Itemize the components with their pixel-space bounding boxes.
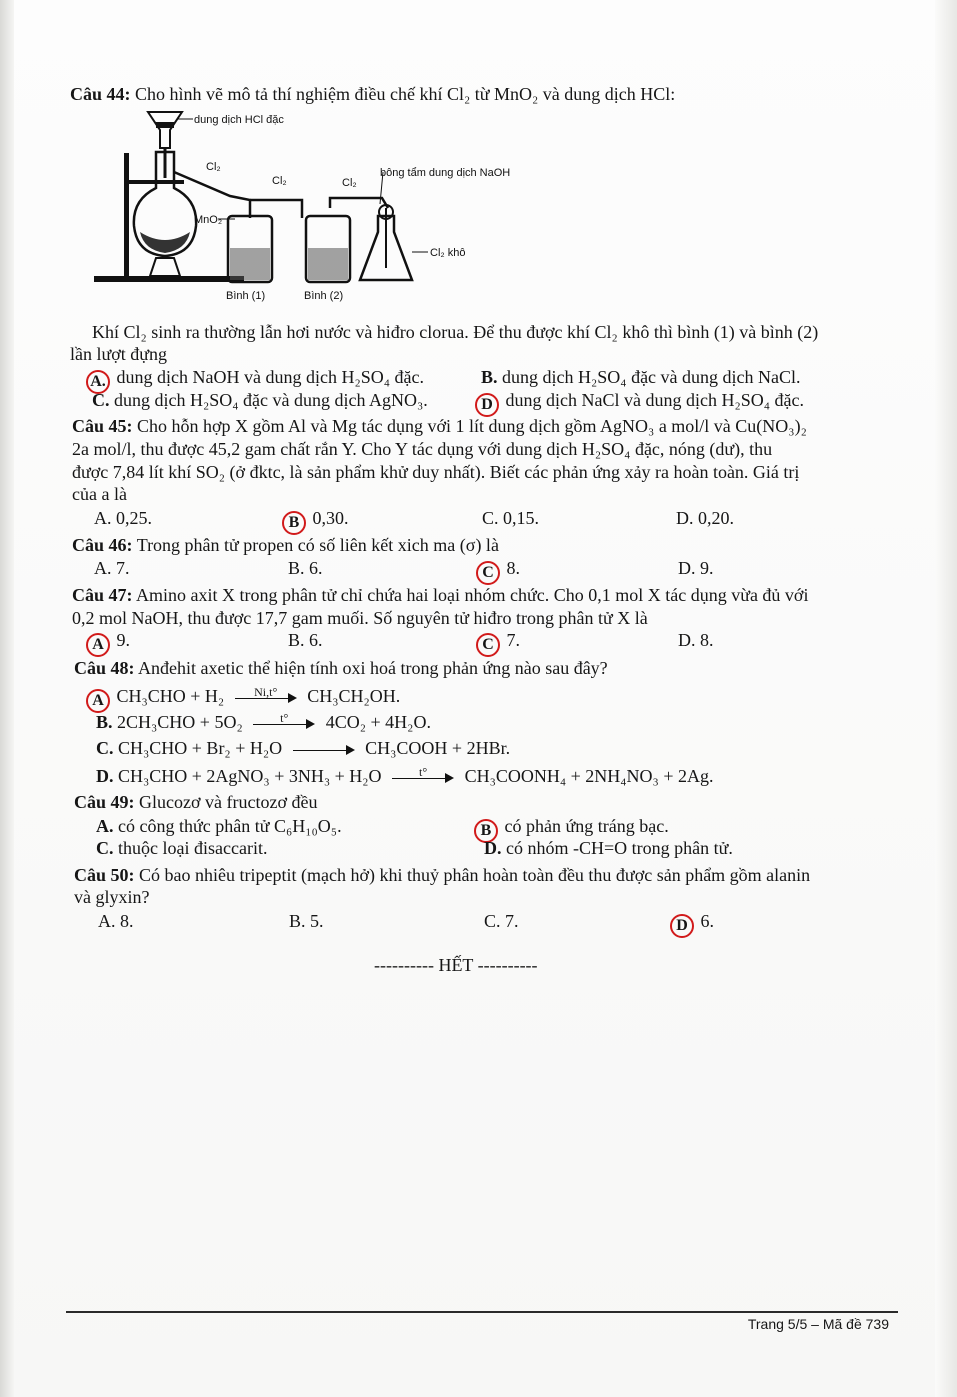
q50-option-d <box>670 910 714 938</box>
bottle-2-label: Bình (2) <box>304 290 344 302</box>
cl2-label-c: Cl₂ <box>342 177 357 189</box>
q50-label: Câu 50: <box>74 865 135 885</box>
q46-stem: Trong phân tử propen có số liên kết xich ma (σ) là <box>136 535 499 555</box>
q47-a-circle: A <box>86 633 110 657</box>
q45-line-1 <box>72 415 807 437</box>
q45-line-2: 2a mol/l, thu được 45,2 gam chất rắn Y. Cho Y tác dụng với dung dịch H₂SO₄ đặc, nóng (dư), thu <box>72 439 773 459</box>
reaction-arrow-icon <box>392 764 454 789</box>
q45-line-4: của a là <box>72 484 127 504</box>
q48-d-condition: t° <box>418 764 428 779</box>
q46-option-b: B. 6. <box>288 558 323 578</box>
mno2-label: MnO₂ <box>194 214 223 226</box>
q45-option-a: A. 0,25. <box>94 508 152 528</box>
q49-stem-line <box>74 791 317 813</box>
q49-option-d-text: có nhóm -CH=O trong phân tử. <box>506 838 733 858</box>
q48-label: Câu 48: <box>74 658 135 678</box>
q45-text-1: Cho hỗn hợp X gồm Al và Mg tác dụng với 1 lít dung dịch gồm AgNO₃ a mol/l và Cu(NO₃)₂ <box>137 416 807 436</box>
q45-option-d: D. 0,20. <box>676 508 734 528</box>
q46-option-c-text: 8. <box>506 558 520 578</box>
burner <box>150 258 180 276</box>
q44-label: Câu 44: <box>70 84 131 104</box>
q45-option-b <box>282 507 349 535</box>
q45-label: Câu 45: <box>72 416 133 436</box>
q50-answer-circle: D <box>670 914 694 938</box>
q48-option-b-label: B. <box>96 712 113 732</box>
q48-answer-circle: A <box>86 689 110 713</box>
q48-b-products: 4CO₂ + 4H₂O. <box>325 712 431 732</box>
q50-text-1: Có bao nhiêu tripeptit (mạch hở) khi thuỷ phân hoàn toàn đều thu được sản phẩm gồm alanin <box>139 865 811 885</box>
q46-option-c <box>476 557 520 585</box>
q47-option-d: D. 8. <box>678 630 714 650</box>
end-marker: ---------- HẾT ---------- <box>374 955 538 975</box>
q49-stem: Glucozơ và fructozơ đều <box>139 792 318 812</box>
q44-option-b <box>481 366 801 388</box>
funnel-tap <box>156 122 174 128</box>
q47-label: Câu 47: <box>72 585 133 605</box>
q44-option-c-text: dung dịch H₂SO₄ đặc và dung dịch AgNO₃. <box>114 390 428 410</box>
q49-option-a-label: A. <box>96 816 114 836</box>
q50-option-a: A. 8. <box>98 911 134 931</box>
q48-option-a <box>86 685 400 713</box>
q46-option-d: D. 9. <box>678 558 714 578</box>
q48-c-reactants: CH₃CHO + Br₂ + H₂O <box>118 738 283 758</box>
q44-option-c <box>92 389 428 411</box>
q45-line-3: được 7,84 lít khí SO₂ (ở đktc, là sản phẩm khử duy nhất). Biết các phản ứng xảy ra hoàn toàn. Giá trị <box>72 462 800 482</box>
q45-answer-circle: B <box>282 511 306 535</box>
reaction-arrow-icon <box>253 710 315 735</box>
q47-option-c <box>476 629 520 657</box>
q48-a-products: CH₃CH₂OH. <box>307 686 401 706</box>
cl2-label-b: Cl₂ <box>272 175 287 187</box>
q48-option-c-label: C. <box>96 738 114 758</box>
q47-answer-circle: C <box>476 633 500 657</box>
q47-option-a-text: 9. <box>116 630 130 650</box>
q44-apparatus-diagram <box>90 108 540 308</box>
q44-d-circle: D <box>475 393 499 417</box>
q49-option-c-label: C. <box>96 838 114 858</box>
cl2-label-a: Cl₂ <box>206 161 221 173</box>
dropping-funnel <box>148 112 182 148</box>
q48-a-condition: Ni,t° <box>254 684 278 699</box>
q48-option-b <box>96 711 431 735</box>
q44-option-d <box>475 389 804 417</box>
scan-edge-right <box>935 0 957 1397</box>
q49-option-d-label: D. <box>484 838 502 858</box>
q49-option-c <box>96 837 267 859</box>
q48-c-products: CH₃COOH + 2HBr. <box>365 738 511 758</box>
q49-label: Câu 49: <box>74 792 135 812</box>
q50-line-1 <box>74 864 810 886</box>
q48-option-d <box>96 765 713 789</box>
q49-option-a-text: có công thức phân tử C₆H₁₀O₅. <box>118 816 342 836</box>
q44-option-c-label: C. <box>92 390 110 410</box>
q50-line-2: và glyxin? <box>74 887 150 907</box>
bottle-2-liquid <box>308 248 348 280</box>
reaction-arrow-icon <box>235 684 297 709</box>
q48-b-reactants: 2CH₃CHO + 5O₂ <box>117 712 243 732</box>
q48-stem-line <box>74 657 608 679</box>
q48-d-reactants: CH₃CHO + 2AgNO₃ + 3NH₃ + H₂O <box>118 766 382 786</box>
stand-rod <box>124 153 129 277</box>
q49-option-d <box>484 837 733 859</box>
page-footer: Trang 5/5 – Mã đề 739 <box>747 1316 889 1332</box>
funnel-label: dung dịch HCl đặc <box>194 114 284 126</box>
footer-rule <box>66 1311 898 1313</box>
q48-option-d-label: D. <box>96 766 114 786</box>
q48-a-reactants: CH₃CHO + H₂ <box>116 686 225 706</box>
q48-b-condition: t° <box>280 710 289 725</box>
q45-option-b-text: 0,30. <box>312 508 349 528</box>
q44-option-b-label: B. <box>481 367 498 387</box>
q44-option-a-text: dung dịch NaOH và dung dịch H₂SO₄ đặc. <box>116 367 424 387</box>
q44-text-2: lần lượt đựng <box>70 344 168 364</box>
q47-line-2: 0,2 mol NaOH, thu được 17,7 gam muối. Số nguyên tử hiđro trong phân tử X là <box>72 608 648 628</box>
q50-option-c: C. 7. <box>484 911 519 931</box>
cotton-label: bông tẩm dung dịch NaOH <box>380 167 511 179</box>
q44-option-b-text: dung dịch H₂SO₄ đặc và dung dịch NaCl. <box>502 367 801 387</box>
q46-answer-circle: C <box>476 561 500 585</box>
bottle-1-liquid <box>230 248 270 280</box>
q44-text-1: Khí Cl₂ sinh ra thường lẫn hơi nước và hiđro clorua. Để thu được khí Cl₂ khô thì bình (1) và bình (2) <box>92 322 819 342</box>
q47-text-1: Amino axit X trong phân tử chỉ chứa hai loại nhóm chức. Cho 0,1 mol X tác dụng vừa đủ với <box>136 585 809 605</box>
q46-stem-line <box>72 534 499 556</box>
q48-d-products: CH₃COONH₄ + 2NH₄NO₃ + 2Ag. <box>464 766 714 786</box>
q50-option-d-text: 6. <box>700 911 714 931</box>
q44-answer-circle: A. <box>86 370 110 394</box>
dry-cl2-label: Cl₂ khô <box>430 247 466 259</box>
q50-option-b: B. 5. <box>289 911 324 931</box>
q49-option-a <box>96 815 342 837</box>
q49-option-b-text: có phản ứng tráng bạc. <box>504 816 669 836</box>
q47-line-1 <box>72 584 808 606</box>
q47-option-a <box>86 629 130 657</box>
q45-option-c: C. 0,15. <box>482 508 540 528</box>
q46-label: Câu 46: <box>72 535 133 555</box>
q47-option-b: B. 6. <box>288 630 323 650</box>
q49-option-c-text: thuộc loại đisaccarit. <box>118 838 268 858</box>
bottle-1-label: Bình (1) <box>226 290 266 302</box>
q46-option-a: A. 7. <box>94 558 130 578</box>
q49-answer-circle: B <box>474 819 498 843</box>
q44-stem: Cho hình vẽ mô tả thí nghiệm điều chế khí Cl₂ từ MnO₂ và dung dịch HCl: <box>135 84 676 104</box>
q44-option-d-text: dung dịch NaCl và dung dịch H₂SO₄ đặc. <box>505 390 805 410</box>
q47-option-c-text: 7. <box>506 630 520 650</box>
q48-stem: Anđehit axetic thể hiện tính oxi hoá trong phản ứng nào sau đây? <box>138 658 608 678</box>
scan-edge-left <box>0 0 14 1397</box>
q44-stem-line <box>70 83 675 105</box>
tube-3 <box>330 198 388 208</box>
reaction-arrow-icon <box>293 739 355 761</box>
q48-option-c <box>96 737 510 761</box>
